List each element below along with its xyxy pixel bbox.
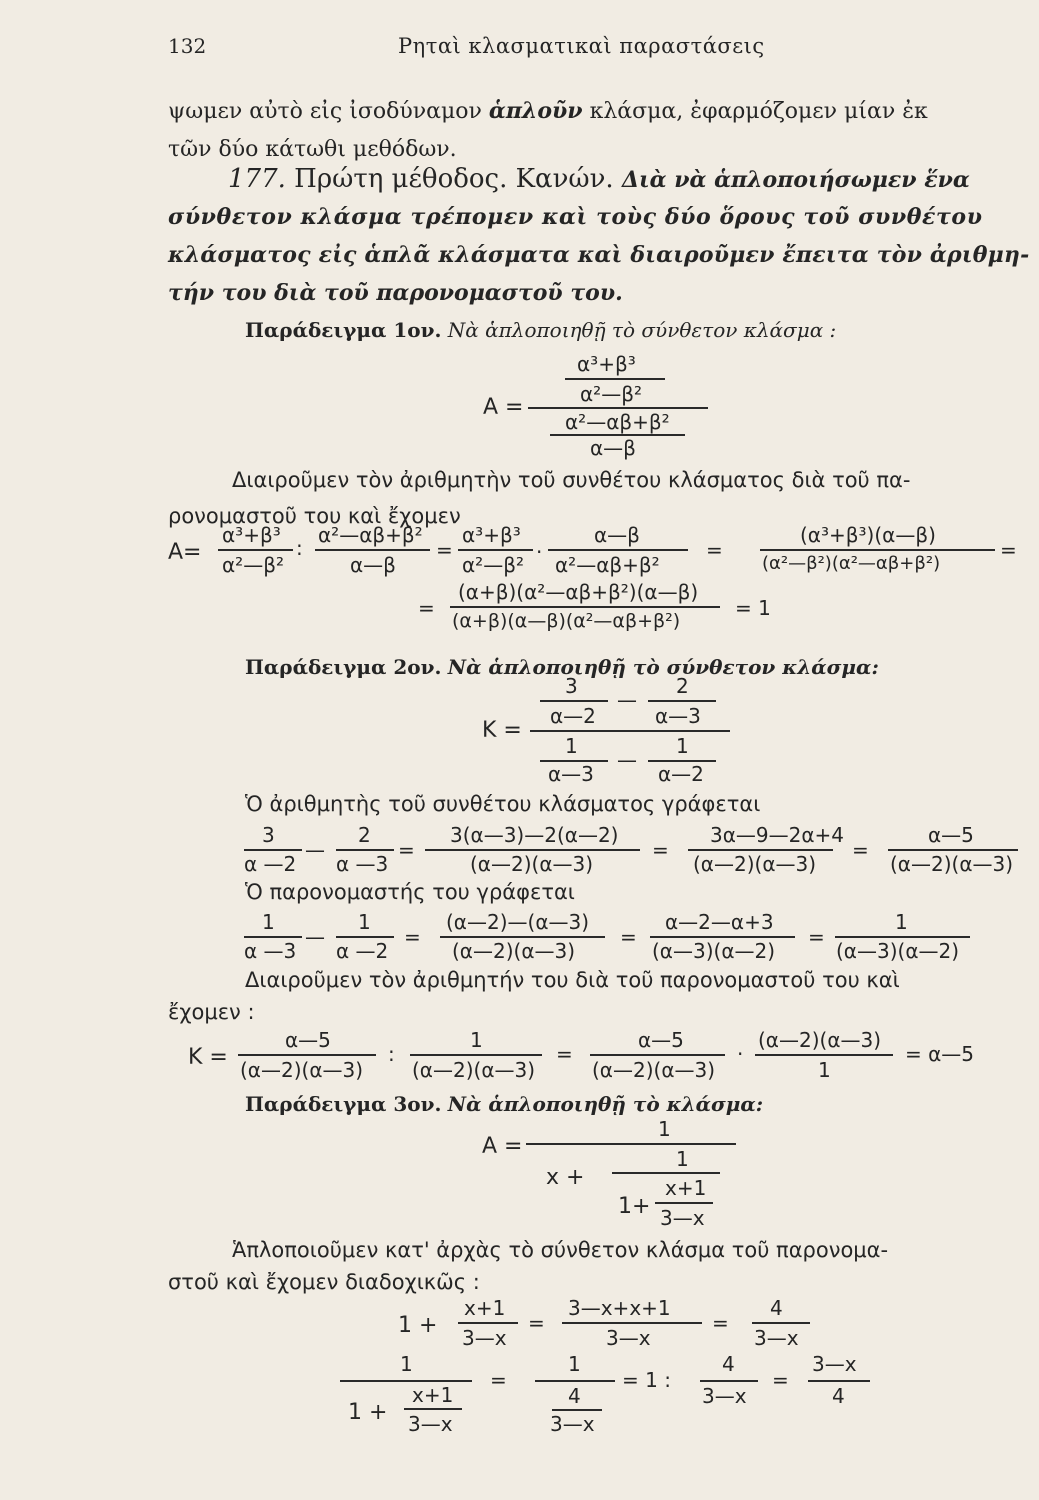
- ex2-f-a-bar: [238, 1054, 376, 1056]
- ex2-f-d-bar: [755, 1054, 893, 1056]
- ex1-num-bar: [565, 378, 665, 380]
- ex1-f1-dot: :: [296, 536, 303, 560]
- ex1-f1-num: α³+β³: [222, 523, 281, 547]
- ex2-f-b-bar: [410, 1054, 542, 1056]
- ex2-nc-e-bar: [888, 849, 1018, 851]
- ex2-f-c-bar: [590, 1054, 725, 1056]
- ex2-nc-d-bar: [688, 849, 833, 851]
- example2-heading-line: [245, 655, 879, 679]
- intro-line-1: ψωμεν αὐτὸ εἰς ἰσοδύναμον ἁπλοῦν κλάσμα, ἐφαρμόζομεν μίαν ἐκ: [168, 98, 928, 124]
- ex3-s1-a-bar: [458, 1322, 518, 1324]
- ex3-s1-c-bar: [752, 1322, 810, 1324]
- ex3-s2-b-den-den: 3—x: [550, 1412, 595, 1436]
- ex2-dc-b-bar: [336, 936, 394, 938]
- ex3-s2-d-num: 3—x: [812, 1352, 857, 1376]
- ex2-main-bar: [530, 730, 730, 732]
- ex1-f3-num: α³+β³: [462, 523, 521, 547]
- ex1-f2-num: α²—αβ+β²: [318, 523, 423, 547]
- ex1-num-den: α²—β²: [580, 382, 642, 406]
- example1-instruction: Νὰ ἁπλοποιηθῇ τὸ σύνθετον κλάσμα :: [447, 318, 837, 342]
- ex2-final-lhs: Κ =: [188, 1045, 228, 1070]
- ex2-nc-d-num: 3α—9—2α+4: [710, 823, 845, 847]
- ex2-nc-eq3: =: [852, 838, 869, 862]
- ex2-nc-c-den: (α—2)(α—3): [470, 852, 594, 876]
- emphasis-aploun: ἁπλοῦν: [488, 98, 583, 124]
- ex2-dc-c-bar: [440, 936, 605, 938]
- ex3-s2-eq2: = 1 :: [622, 1368, 671, 1392]
- ex2-f-d-den: 1: [818, 1058, 831, 1082]
- ex3-s2-inner-den: 3—x: [408, 1412, 453, 1436]
- ex3-A-label: Α =: [482, 1134, 523, 1159]
- ex2-dc-a-den: α —3: [244, 939, 297, 963]
- ex1-f1-bar: [218, 549, 293, 551]
- ex3-s2-eq3: =: [772, 1368, 789, 1392]
- ex2-f-result: = α—5: [905, 1042, 975, 1066]
- ex3-text-2: στοῦ καὶ ἔχομεν διαδοχικῶς :: [168, 1270, 480, 1294]
- ex2-dc-b-num: 1: [358, 910, 371, 934]
- ex3-innermost-bar: [655, 1202, 713, 1204]
- ex1-text-2: ρονομαστοῦ του καὶ ἔχομεν: [168, 504, 461, 528]
- running-header: Ρηταὶ κλασματικαὶ παραστάσεις: [398, 34, 765, 58]
- ex3-x-plus: x +: [546, 1165, 585, 1190]
- ex3-inner-bar: [612, 1172, 720, 1174]
- example3-instruction: Νὰ ἁπλοποιηθῇ τὸ κλάσμα:: [447, 1092, 764, 1116]
- ex2-minus2: —: [617, 748, 637, 772]
- ex1-den-num: α²—αβ+β²: [565, 410, 670, 434]
- ex1-f6-num: (α+β)(α²—αβ+β²)(α—β): [458, 580, 699, 604]
- ex3-s1-lhs: 1 +: [398, 1313, 438, 1338]
- ex3-s2-c-num: 4: [722, 1352, 735, 1376]
- ex3-s2-eq1: =: [490, 1368, 507, 1392]
- ex2-div-text-1: Διαιροῦμεν τὸν ἀριθμητήν του διὰ τοῦ παρονομαστοῦ του καὶ: [245, 968, 900, 992]
- ex2-nc-b-bar: [336, 849, 394, 851]
- ex2-K-label: Κ =: [482, 718, 522, 743]
- ex1-eq1: =: [436, 538, 453, 562]
- example3-heading: Παράδειγμα 3ον.: [245, 1092, 442, 1116]
- ex3-s2-b-den-num: 4: [568, 1384, 581, 1408]
- ex3-s1-b-den: 3—x: [606, 1326, 651, 1350]
- ex2-dc-c-num: (α—2)—(α—3): [446, 910, 590, 934]
- ex2-n1-den: α—2: [550, 704, 596, 728]
- ex2-dc-e-den: (α—3)(α—2): [836, 939, 960, 963]
- ex3-innermost-den: 3—x: [660, 1206, 705, 1230]
- ex3-s2-d-bar: [808, 1380, 870, 1382]
- rule-line-4: τήν του διὰ τοῦ παρονομαστοῦ του.: [168, 280, 623, 306]
- ex2-d2-den: α—2: [658, 762, 704, 786]
- ex1-result: = 1: [735, 596, 771, 620]
- ex3-s1-eq2: =: [712, 1311, 729, 1335]
- ex3-s1-a-num: x+1: [464, 1296, 506, 1320]
- section-title: Πρώτη μέθοδος. Κανών.: [294, 164, 614, 194]
- ex2-nc-a-num: 3: [262, 823, 275, 847]
- ex1-f2-bar: [315, 549, 430, 551]
- ex2-f-div: :: [388, 1042, 395, 1066]
- ex3-inner-num: 1: [676, 1147, 689, 1171]
- ex2-dc-eq1: =: [404, 925, 421, 949]
- ex2-dc-m: —: [305, 925, 325, 949]
- ex2-dc-eq2: =: [620, 925, 637, 949]
- ex2-n1-num: 3: [565, 674, 578, 698]
- ex2-dc-d-bar: [650, 936, 795, 938]
- ex2-d1-den: α—3: [548, 762, 594, 786]
- ex1-f6-den: (α+β)(α—β)(α²—αβ+β²): [452, 610, 681, 632]
- ex3-s2-a-num: 1: [400, 1352, 413, 1376]
- ex2-d1-num: 1: [565, 734, 578, 758]
- ex2-nc-e-num: α—5: [928, 823, 974, 847]
- ex3-s1-b-bar: [562, 1322, 702, 1324]
- ex2-den-text: Ὁ παρονομαστής του γράφεται: [245, 880, 575, 904]
- ex3-s2-c-den: 3—x: [702, 1384, 747, 1408]
- ex2-f-a-num: α—5: [285, 1028, 331, 1052]
- ex2-nc-e-den: (α—2)(α—3): [890, 852, 1014, 876]
- ex3-s1-eq1: =: [528, 1311, 545, 1335]
- ex3-s2-c-bar: [700, 1380, 758, 1382]
- example1-heading: Παράδειγμα 1ον.: [245, 318, 442, 342]
- ex2-num-text: Ὁ ἀριθμητὴς τοῦ συνθέτου κλάσματος γράφεται: [245, 792, 761, 816]
- ex2-dc-e-num: 1: [895, 910, 908, 934]
- page-number: 132: [168, 34, 207, 58]
- ex3-s1-c-den: 3—x: [754, 1326, 799, 1350]
- rule-line-1: Διὰ νὰ ἁπλοποιήσωμεν ἕνα: [621, 167, 970, 193]
- ex2-n2-den: α—3: [655, 704, 701, 728]
- ex1-eq3: =: [1000, 538, 1017, 562]
- ex3-s2-b-den-bar: [552, 1409, 602, 1411]
- ex1-f5-den: (α²—β²)(α²—αβ+β²): [762, 553, 941, 574]
- ex2-f-a-den: (α—2)(α—3): [240, 1058, 364, 1082]
- ex2-dc-c-den: (α—2)(α—3): [452, 939, 576, 963]
- ex3-s2-inner-num: x+1: [412, 1383, 454, 1407]
- ex2-nc-m: —: [305, 838, 325, 862]
- example2-instruction: Νὰ ἁπλοποιηθῇ τὸ σύνθετον κλάσμα:: [447, 655, 879, 679]
- ex2-dc-d-num: α—2—α+3: [665, 910, 774, 934]
- ex2-dc-a-num: 1: [262, 910, 275, 934]
- example3-heading-line: [245, 1092, 763, 1116]
- section-heading: [228, 164, 970, 194]
- example1-heading-line: [245, 318, 836, 342]
- ex2-dc-a-bar: [244, 936, 302, 938]
- ex1-den-den: α—β: [590, 436, 636, 460]
- ex2-nc-b-den: α —3: [336, 852, 389, 876]
- section-number: 177.: [228, 164, 286, 194]
- ex3-s1-b-num: 3—x+x+1: [568, 1296, 671, 1320]
- ex2-f-d-num: (α—2)(α—3): [758, 1028, 882, 1052]
- rule-line-3: κλάσματος εἰς ἁπλᾶ κλάσματα καὶ διαιροῦμεν ἔπειτα τὸν ἀριθμη-: [168, 242, 1030, 268]
- ex1-main-bar: [528, 407, 708, 409]
- ex2-n2-bar: [648, 700, 716, 702]
- ex3-text-1: Ἁπλοποιοῦμεν κατ' ἀρχὰς τὸ σύνθετον κλάσμα τοῦ παρονομα-: [232, 1238, 889, 1262]
- example2-heading: Παράδειγμα 2ον.: [245, 655, 442, 679]
- ex3-s2-a-bar: [340, 1380, 472, 1382]
- ex1-f6-bar: [450, 606, 720, 608]
- ex3-one-plus: 1+: [618, 1194, 651, 1219]
- ex3-s2-b-num: 1: [568, 1352, 581, 1376]
- ex2-dc-eq3: =: [808, 925, 825, 949]
- ex3-s2-d-den: 4: [832, 1384, 845, 1408]
- intro-line-2: τῶν δύο κάτωθι μεθόδων.: [168, 137, 457, 162]
- ex2-nc-c-num: 3(α—3)—2(α—2): [450, 823, 619, 847]
- ex2-f-dot: ·: [737, 1042, 744, 1066]
- ex2-dc-b-den: α —2: [336, 939, 389, 963]
- ex3-s2-b-bar: [535, 1380, 615, 1382]
- ex2-minus1: —: [617, 688, 637, 712]
- ex1-num-num: α³+β³: [577, 352, 636, 376]
- ex1-f5-num: (α³+β³)(α—β): [800, 523, 936, 547]
- ex1-times: ·: [536, 540, 543, 564]
- ex3-s2-inner-bar: [404, 1408, 462, 1410]
- ex3-s2-one-plus: 1 +: [348, 1400, 388, 1425]
- ex1-f4-num: α—β: [594, 523, 640, 547]
- ex2-nc-a-den: α —2: [244, 852, 297, 876]
- ex2-nc-eq1: =: [398, 838, 415, 862]
- ex2-f-c-den: (α—2)(α—3): [592, 1058, 716, 1082]
- ex2-f-c-num: α—5: [638, 1028, 684, 1052]
- ex2-nc-d-den: (α—2)(α—3): [693, 852, 817, 876]
- ex2-nc-eq2: =: [652, 838, 669, 862]
- ex1-eq2: =: [706, 538, 723, 562]
- ex3-top: 1: [658, 1117, 671, 1141]
- ex1-f2-den: α—β: [350, 553, 396, 577]
- ex2-dc-e-bar: [835, 936, 970, 938]
- ex2-nc-a-bar: [244, 849, 302, 851]
- ex1-f3-den: α²—β²: [462, 553, 524, 577]
- ex3-s1-c-num: 4: [770, 1296, 783, 1320]
- rule-line-2: σύνθετον κλάσμα τρέπομεν καὶ τοὺς δύο ὅρους τοῦ συνθέτου: [168, 204, 983, 230]
- ex1-f3-bar: [458, 549, 533, 551]
- ex1-calc-lhs: Α=: [168, 540, 202, 565]
- ex2-d2-num: 1: [676, 734, 689, 758]
- ex2-nc-c-bar: [425, 849, 640, 851]
- ex2-div-text-2: ἔχομεν :: [168, 1000, 255, 1024]
- ex2-f-b-num: 1: [470, 1028, 483, 1052]
- ex2-n2-num: 2: [676, 674, 689, 698]
- ex2-dc-d-den: (α—3)(α—2): [652, 939, 776, 963]
- ex1-f4-den: α²—αβ+β²: [555, 553, 660, 577]
- ex3-innermost-num: x+1: [665, 1176, 707, 1200]
- ex1-f1-den: α²—β²: [222, 553, 284, 577]
- ex1-f4-bar: [548, 549, 688, 551]
- ex2-f-eq1: =: [556, 1042, 573, 1066]
- ex3-main-bar: [526, 1143, 736, 1145]
- ex3-s1-a-den: 3—x: [462, 1326, 507, 1350]
- ex1-A-label: Α =: [483, 395, 524, 420]
- ex2-f-b-den: (α—2)(α—3): [412, 1058, 536, 1082]
- ex1-text-1: Διαιροῦμεν τὸν ἀριθμητὴν τοῦ συνθέτου κλάσματος διὰ τοῦ πα-: [232, 468, 911, 492]
- ex1-f5-bar: [760, 549, 995, 551]
- ex2-n1-bar: [540, 700, 608, 702]
- ex1-eq4: =: [418, 596, 435, 620]
- ex2-nc-b-num: 2: [358, 823, 371, 847]
